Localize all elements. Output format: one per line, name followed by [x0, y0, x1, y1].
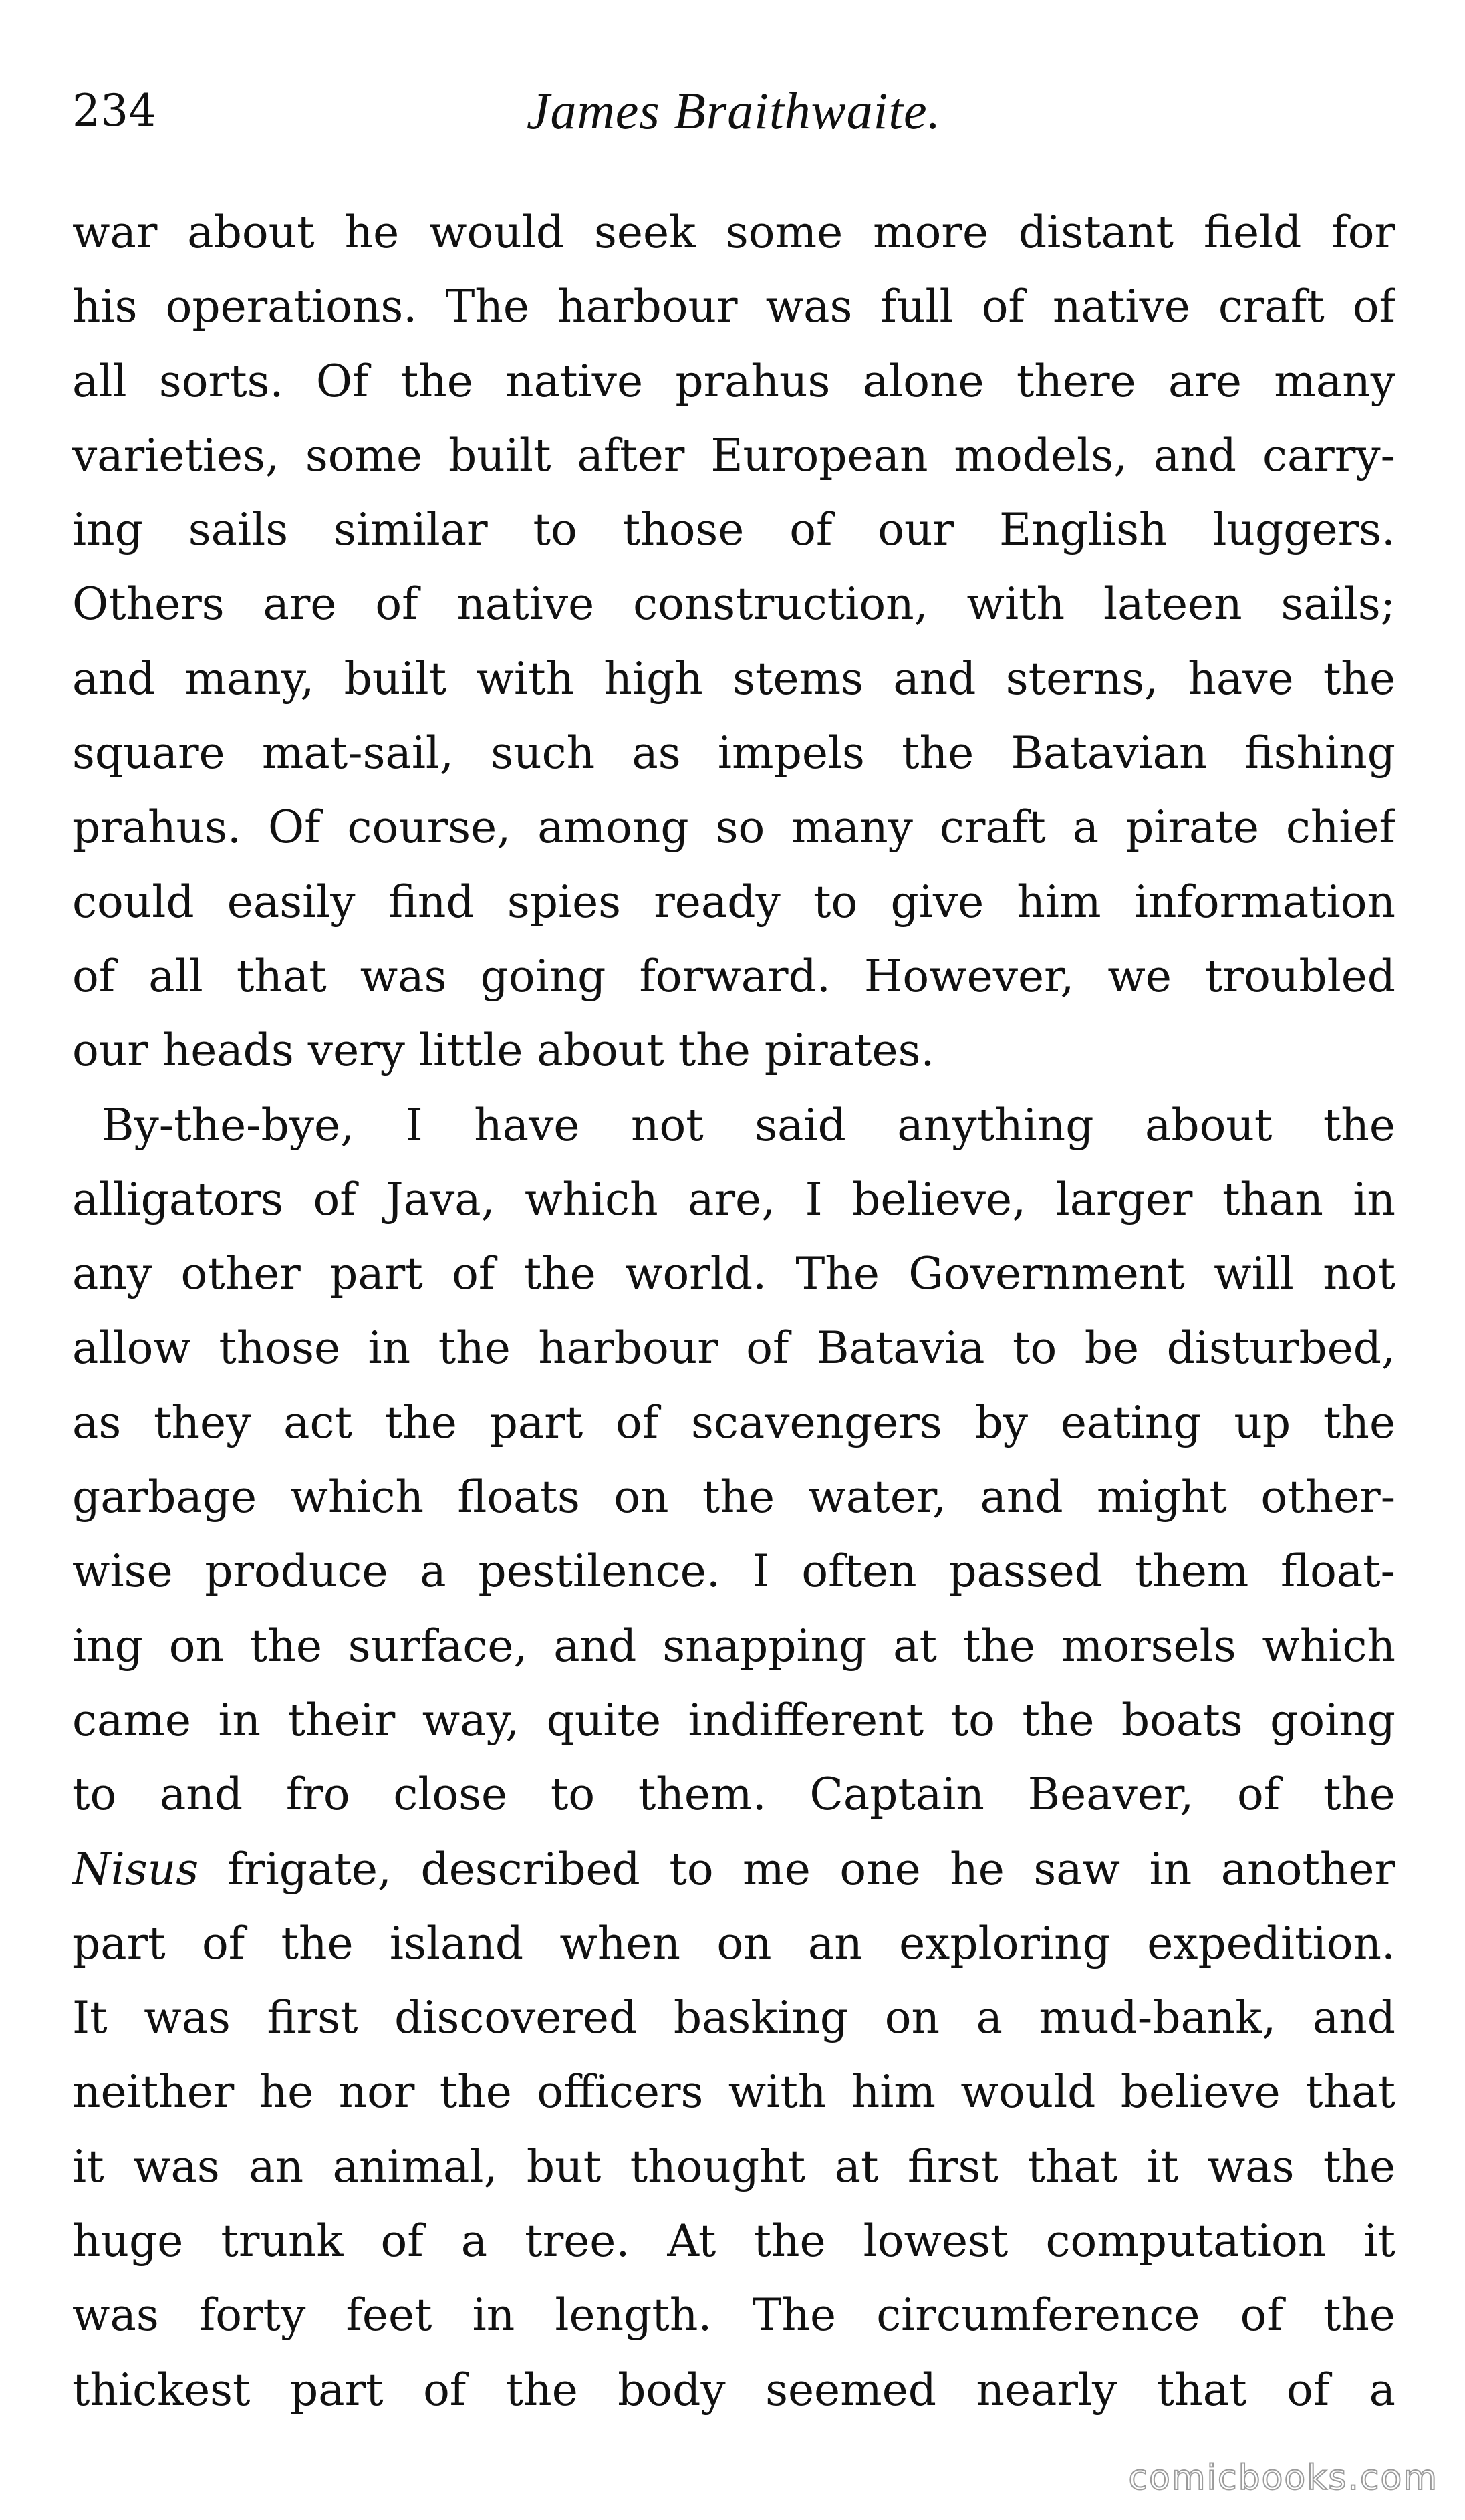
running-title: James Braithwaite.	[526, 82, 942, 140]
text-line: was forty feet in length. The circumference of the	[72, 2289, 1395, 2342]
running-head	[72, 64, 1395, 158]
text-line: ing sails similar to those of our English luggers.	[72, 504, 1395, 556]
watermark: comicbooks.com	[1128, 2458, 1438, 2498]
text-line: wise produce a pestilence. I often passed them float-	[72, 1545, 1395, 1598]
text-line: It was first discovered basking on a mud-bank, and	[72, 1992, 1395, 2044]
text-line: to and fro close to them. Captain Beaver, of the	[72, 1769, 1395, 1821]
text-line: as they act the part of scavengers by eating up the	[72, 1396, 1395, 1448]
text-line: all sorts. Of the native prahus alone there are many	[72, 355, 1395, 407]
text-line: allow those in the harbour of Batavia to be disturbed,	[72, 1322, 1395, 1374]
text-line	[72, 1832, 1395, 1906]
text-line: could easily find spies ready to give him information	[72, 876, 1395, 928]
text-line: prahus. Of course, among so many craft a pirate chief	[72, 801, 1395, 854]
text-line: it was an animal, but thought at first that it was the	[72, 2140, 1395, 2192]
text-line: and many, built with high stems and sterns, have the	[72, 652, 1395, 705]
text-line: varieties, some built after European models, and carry-	[72, 429, 1395, 481]
text-line: thickest part of the body seemed nearly that of a	[72, 2364, 1395, 2416]
text-line: his operations. The harbour was full of native craft of	[72, 281, 1395, 333]
text-line: square mat-sail, such as impels the Batavian fishing	[72, 727, 1395, 779]
text-line: of all that was going forward. However, we troubled	[72, 950, 1395, 1002]
text-fragment: frigate, described to me one he saw in another	[198, 1843, 1395, 1895]
text-line: part of the island when on an exploring expedition.	[72, 1917, 1395, 1969]
text-line: garbage which floats on the water, and might other-	[72, 1471, 1395, 1523]
text-line: ing on the surface, and snapping at the morsels which	[72, 1620, 1395, 1672]
text-line: neither he nor the officers with him would believe that	[72, 2066, 1395, 2118]
text-line: alligators of Java, which are, I believe, larger than in	[72, 1173, 1395, 1225]
body-text	[72, 195, 1395, 2427]
text-line: came in their way, quite indifferent to the boats going	[72, 1694, 1395, 1746]
ship-name: Nisus	[72, 1843, 199, 1895]
text-line: war about he would seek some more distant field for	[72, 207, 1395, 258]
page-number: 234	[72, 85, 156, 136]
text-line: our heads very little about the pirates.	[72, 1025, 935, 1077]
text-line: any other part of the world. The Government will not	[72, 1248, 1395, 1300]
text-line: By-the-bye, I have not said anything about the	[102, 1099, 1395, 1151]
text-line: huge trunk of a tree. At the lowest computation it	[72, 2215, 1395, 2267]
text-line: Others are of native construction, with lateen sails;	[72, 578, 1395, 630]
